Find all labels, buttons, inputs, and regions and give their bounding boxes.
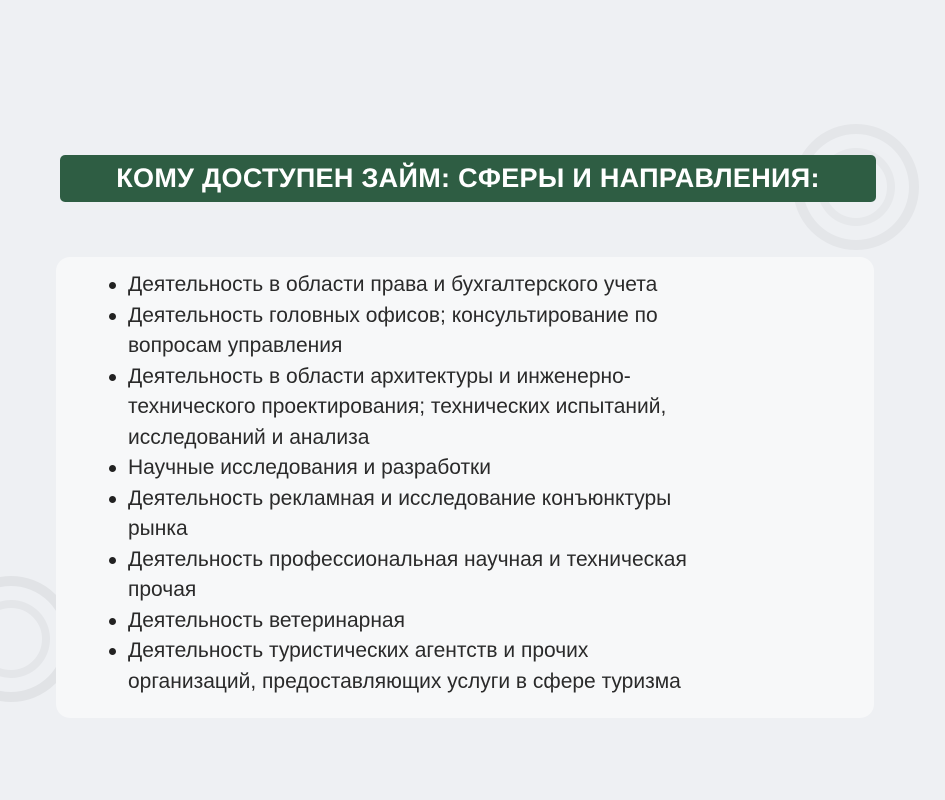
list-item-line: рынка	[128, 517, 188, 540]
list-item-tourism	[128, 636, 854, 697]
list-item-line: Деятельность рекламная и исследование конъюнктуры	[128, 486, 672, 510]
list-item-line: Деятельность в области права и бухгалтерского учета	[128, 273, 658, 296]
list-item-line: Деятельность ветеринарная	[128, 608, 405, 632]
bullet-icon	[109, 282, 116, 289]
list-item-line: Деятельность туристических агентств и прочих	[128, 639, 589, 662]
bullet-icon	[109, 557, 116, 564]
list-item-line: технического проектирования; технических испытаний,	[128, 395, 667, 418]
list-item-veterinary	[128, 606, 854, 637]
list-item-line: прочая	[128, 578, 197, 601]
list-item-line: Деятельность головных офисов; консультирование по	[128, 303, 658, 327]
list-item-line: вопросам управления	[128, 334, 343, 357]
list-item-line: Деятельность в области архитектуры и инженерно-	[128, 364, 631, 388]
bullet-icon	[109, 496, 116, 503]
list-item-head-offices	[128, 301, 854, 362]
list-item-architecture	[128, 362, 854, 454]
bullet-icon	[109, 465, 116, 472]
list-item-line: Научные исследования и разработки	[128, 456, 491, 479]
list-item-research	[128, 453, 854, 484]
activities-card	[56, 257, 874, 718]
list-item-legal-accounting	[128, 270, 854, 301]
bullet-icon	[109, 618, 116, 625]
list-item-advertising	[128, 484, 854, 545]
list-item-line: исследований и анализа	[128, 425, 370, 449]
list-item-professional	[128, 545, 854, 606]
activities-list	[56, 270, 854, 697]
bullet-icon	[109, 648, 116, 655]
bullet-icon	[109, 374, 116, 381]
list-item-line: организаций, предоставляющих услуги в сфере туризма	[128, 669, 681, 693]
bullet-icon	[109, 313, 116, 320]
page-title: КОМУ ДОСТУПЕН ЗАЙМ: СФЕРЫ И НАПРАВЛЕНИЯ:	[60, 155, 876, 202]
list-item-line: Деятельность профессиональная научная и техническая	[128, 547, 687, 571]
